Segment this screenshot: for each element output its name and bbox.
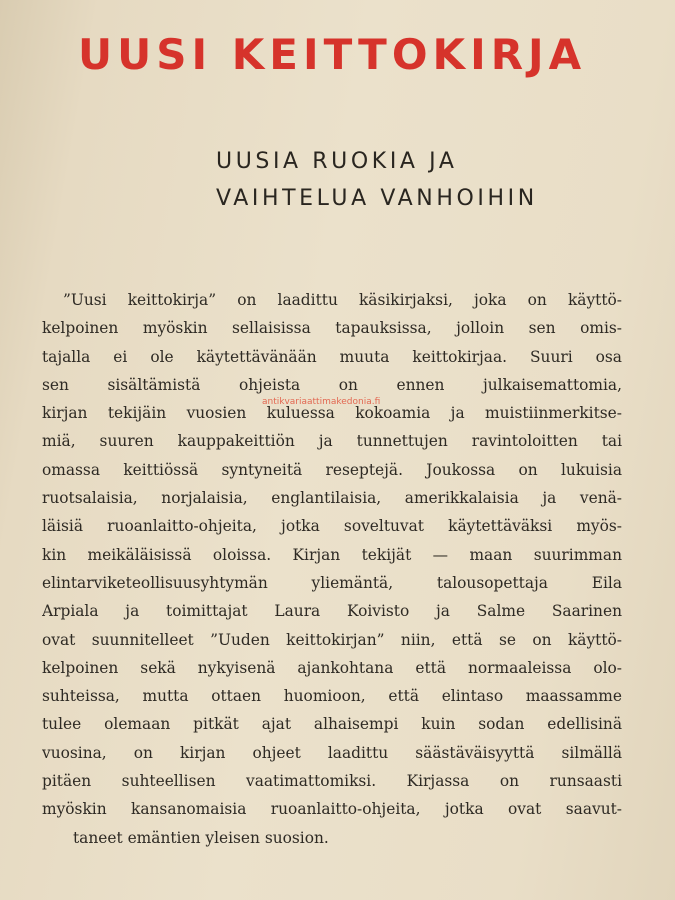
paragraph-line: myöskin kansanomaisia ruoanlaitto-ohjeita, jotka ovat saavut- <box>42 800 622 819</box>
description-paragraph <box>42 286 622 852</box>
paragraph-line: kelpoinen myöskin sellaisissa tapauksissa, jolloin sen omis- <box>42 319 622 338</box>
paragraph-line: läisiä ruoanlaitto-ohjeita, jotka soveltuvat käytettäväksi myös- <box>42 517 622 536</box>
paragraph-line: taneet emäntien yleisen suosion. <box>73 828 329 847</box>
paragraph-line: kirjan tekijäin vuosien kuluessa kokoamia ja muistiinmerkitse- <box>42 404 622 423</box>
paragraph-line: omassa keittiössä syntyneitä reseptejä. Joukossa on lukuisia <box>42 460 622 479</box>
paragraph-line: ovat suunnitelleet ”Uuden keittokirjan” niin, että se on käyttö- <box>42 630 622 649</box>
paragraph-line: tulee olemaan pitkät ajat alhaisempi kuin sodan edellisinä <box>42 715 622 734</box>
paragraph-line: ”Uusi keittokirja” on laadittu käsikirjaksi, joka on käyttö- <box>63 291 622 309</box>
paragraph-line: ruotsalaisia, norjalaisia, englantilaisia, amerikkalaisia ja venä- <box>42 489 622 508</box>
paragraph-line: suhteissa, mutta ottaen huomioon, että elintaso maassamme <box>42 687 622 706</box>
book-title: UUSI KEITTOKIRJA <box>78 30 587 79</box>
site-watermark: antikvariaattimakedonia.fi <box>262 397 381 407</box>
paragraph-line: vuosina, on kirjan ohjeet laadittu säästäväisyyttä silmällä <box>42 743 622 762</box>
paragraph-line: Arpiala ja toimittajat Laura Koivisto ja Salme Saarinen <box>42 602 622 621</box>
paragraph-line: kelpoinen sekä nykyisenä ajankohtana että normaaleissa olo- <box>42 658 622 677</box>
paragraph-line: pitäen suhteellisen vaatimattomiksi. Kirjassa on runsaasti <box>42 772 622 791</box>
paragraph-line: kin meikäläisissä oloissa. Kirjan tekijät — maan suurimman <box>42 545 622 564</box>
paragraph-line: miä, suuren kauppakeittiön ja tunnettujen ravintoloitten tai <box>42 432 622 451</box>
paragraph-line: elintarviketeollisuusyhtymän yliemäntä, talousopettaja Eila <box>42 573 622 592</box>
paragraph-line: tajalla ei ole käytettävänään muuta keittokirjaa. Suuri osa <box>42 347 622 366</box>
subtitle-line-1: UUSIA RUOKIA JA <box>216 149 458 174</box>
paragraph-line: sen sisältämistä ohjeista on ennen julkaisemattomia, <box>42 375 622 394</box>
subtitle-line-2: VAIHTELUA VANHOIHIN <box>216 186 538 211</box>
book-subtitle <box>216 143 538 217</box>
